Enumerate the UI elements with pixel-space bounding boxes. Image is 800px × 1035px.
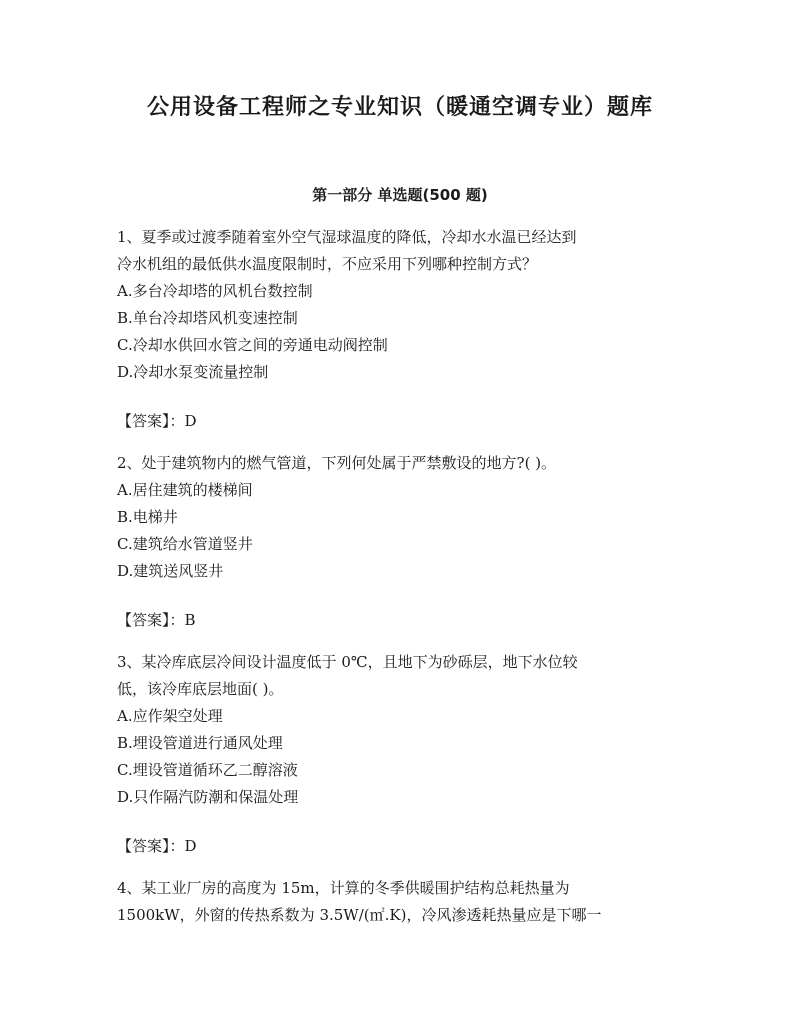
question-text-line: 3、某冷库底层冷间设计温度低于 0℃，且地下为砂砾层，地下水位较 bbox=[117, 653, 578, 671]
option-d: D.建筑送风竖井 bbox=[117, 562, 224, 580]
option-b: B.电梯井 bbox=[117, 508, 178, 526]
question-text-line: 1、夏季或过渡季随着室外空气湿球温度的降低，冷却水水温已经达到 bbox=[117, 228, 577, 246]
option-a: A.应作架空处理 bbox=[117, 707, 223, 725]
answer-label: 【答案】：D bbox=[117, 412, 197, 430]
option-c: C.埋设管道循环乙二醇溶液 bbox=[117, 761, 298, 779]
option-d: D.冷却水泵变流量控制 bbox=[117, 363, 269, 381]
question-3 bbox=[117, 649, 687, 860]
option-c: C.建筑给水管道竖井 bbox=[117, 535, 253, 553]
question-4 bbox=[117, 875, 687, 929]
question-text-line: 2、处于建筑物内的燃气管道，下列何处属于严禁敷设的地方?( )。 bbox=[117, 454, 557, 472]
question-1 bbox=[117, 224, 687, 435]
option-c: C.冷却水供回水管之间的旁通电动阀控制 bbox=[117, 336, 388, 354]
option-a: A.多台冷却塔的风机台数控制 bbox=[117, 282, 313, 300]
answer-label: 【答案】：D bbox=[117, 837, 197, 855]
option-b: B.埋设管道进行通风处理 bbox=[117, 734, 283, 752]
answer-label: 【答案】：B bbox=[117, 611, 196, 629]
question-text-line: 4、某工业厂房的高度为 15m，计算的冬季供暖围护结构总耗热量为 bbox=[117, 879, 570, 897]
option-a: A.居住建筑的楼梯间 bbox=[117, 481, 253, 499]
question-2 bbox=[117, 450, 687, 634]
option-b: B.单台冷却塔风机变速控制 bbox=[117, 309, 298, 327]
option-d: D.只作隔汽防潮和保温处理 bbox=[117, 788, 299, 806]
section-title: 第一部分 单选题(500 题) bbox=[312, 186, 488, 204]
document-title: 公用设备工程师之专业知识（暖通空调专业）题库 bbox=[146, 95, 653, 120]
question-text-line: 冷水机组的最低供水温度限制时，不应采用下列哪种控制方式？ bbox=[117, 255, 538, 273]
question-text-line: 低，该冷库底层地面( )。 bbox=[117, 680, 284, 698]
question-list bbox=[117, 224, 687, 944]
question-text-line: 1500kW，外窗的传热系数为 3.5W/(㎡.K)，冷风渗透耗热量应是下哪一 bbox=[117, 906, 602, 924]
